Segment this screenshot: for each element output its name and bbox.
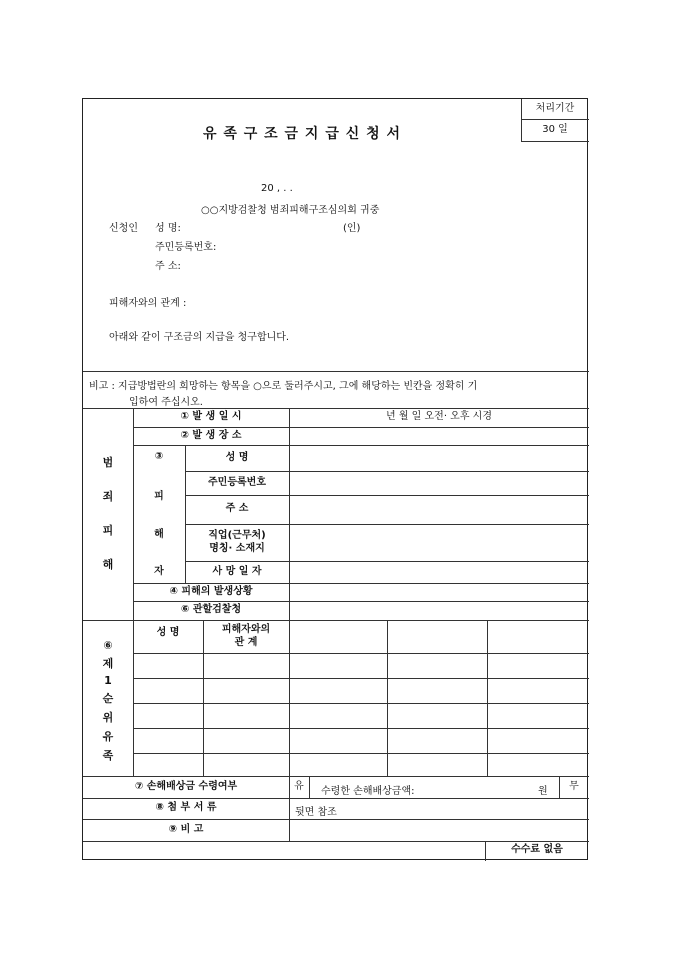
side-char: ⑥ <box>103 639 113 652</box>
note-line-1: 비고 : 지급방법란의 희망하는 항목을 ○으로 둘러주시고, 그에 해당하는 빈칸을 정확히 기 <box>89 381 478 392</box>
victim-death-date-field[interactable] <box>289 561 589 583</box>
victim-address-label: 주 소 <box>225 503 249 515</box>
side-char: 피 <box>154 491 164 502</box>
family-relation-header: 피해자와의 관 계 <box>221 624 271 648</box>
applicant-address-label: 주 소: <box>155 261 181 272</box>
victim-side-label <box>133 487 185 577</box>
applicant-name-label: 성 명: <box>155 223 181 234</box>
victim-address-field[interactable] <box>289 495 589 524</box>
applicant-label: 신청인 <box>109 223 138 234</box>
victim-occupation-field[interactable] <box>289 524 589 561</box>
occurrence-datetime-value[interactable]: 년 월 일 오전· 오후 시경 <box>385 411 492 423</box>
first-rank-family-side-label <box>83 639 133 763</box>
side-char: 유 <box>102 730 114 743</box>
side-char: 1 <box>104 674 112 687</box>
victim-rrn-label: 주민등록번호 <box>208 476 266 488</box>
side-char: 피 <box>102 524 114 537</box>
side-char: 범 <box>102 456 114 469</box>
side-char: 제 <box>102 657 114 670</box>
divider-note-top <box>83 371 589 372</box>
relation-label: 피해자와의 관계 : <box>109 298 187 309</box>
side-char: 해 <box>154 528 164 540</box>
attachments-value: 뒷면 참조 <box>295 807 337 818</box>
damage-situation-label: ④ 피해의 발생상황 <box>169 585 253 597</box>
date-line: 20 , . . <box>261 183 293 194</box>
grid-line <box>133 728 589 729</box>
jurisdiction-office-label: ⑥ 관할검찰청 <box>180 604 242 616</box>
compensation-no-option[interactable]: 무 <box>569 780 579 792</box>
processing-period-label: 처리기간 <box>535 102 575 114</box>
fee-notice: 수수료 없음 <box>511 844 563 856</box>
compensation-amount-label: 수령한 손해배상금액: <box>321 786 415 797</box>
grid-line <box>309 776 310 798</box>
family-name-header: 성 명 <box>156 626 180 638</box>
seal-mark: (인) <box>343 223 361 234</box>
victim-occupation-label: 직업(근무처) 명칭· 소재지 <box>208 530 266 554</box>
period-box-bottom <box>521 141 589 142</box>
victim-name-field[interactable] <box>289 445 589 471</box>
occurrence-place-label: ② 발 생 장 소 <box>180 429 242 441</box>
application-form <box>82 98 588 860</box>
compensation-received-label: ⑦ 손해배상금 수령여부 <box>134 780 238 792</box>
victim-number: ③ <box>154 450 164 462</box>
request-text: 아래와 같이 구조금의 지급을 청구합니다. <box>109 332 290 343</box>
won-unit: 원 <box>538 786 548 797</box>
jurisdiction-office-field[interactable] <box>289 601 589 620</box>
occurrence-datetime-label: ① 발 생 일 시 <box>180 411 242 423</box>
victim-death-date-label: 사 망 일 자 <box>212 565 262 577</box>
side-char: 족 <box>102 749 114 762</box>
recipient-line: ○○지방검찰청 범죄피해구조심의회 귀중 <box>201 205 380 216</box>
damage-situation-field[interactable] <box>289 583 589 601</box>
victim-name-label: 성 명 <box>225 451 249 463</box>
grid-line <box>133 653 589 654</box>
processing-period-value: 30 일 <box>542 124 568 136</box>
grid-line <box>133 753 589 754</box>
form-title: 유 족 구 조 금 지 급 신 청 서 <box>202 126 402 142</box>
side-char: 순 <box>102 692 114 705</box>
remarks-field[interactable] <box>289 819 589 841</box>
side-char: 자 <box>154 566 164 577</box>
grid-line <box>133 678 589 679</box>
grid-line <box>133 703 589 704</box>
victim-rrn-field[interactable] <box>289 471 589 495</box>
side-char: 죄 <box>102 490 114 503</box>
note-line-2: 입하여 주십시오. <box>129 397 203 408</box>
applicant-rrn-label: 주민등록번호: <box>155 242 217 253</box>
occurrence-place-field[interactable] <box>289 427 589 445</box>
compensation-yes-option[interactable]: 유 <box>294 780 304 792</box>
crime-damage-side-label <box>83 454 133 572</box>
attachments-label: ⑧ 첨 부 서 류 <box>155 802 217 814</box>
side-char: 위 <box>102 711 114 724</box>
side-char: 해 <box>102 558 114 571</box>
remarks-label: ⑨ 비 고 <box>168 823 204 835</box>
